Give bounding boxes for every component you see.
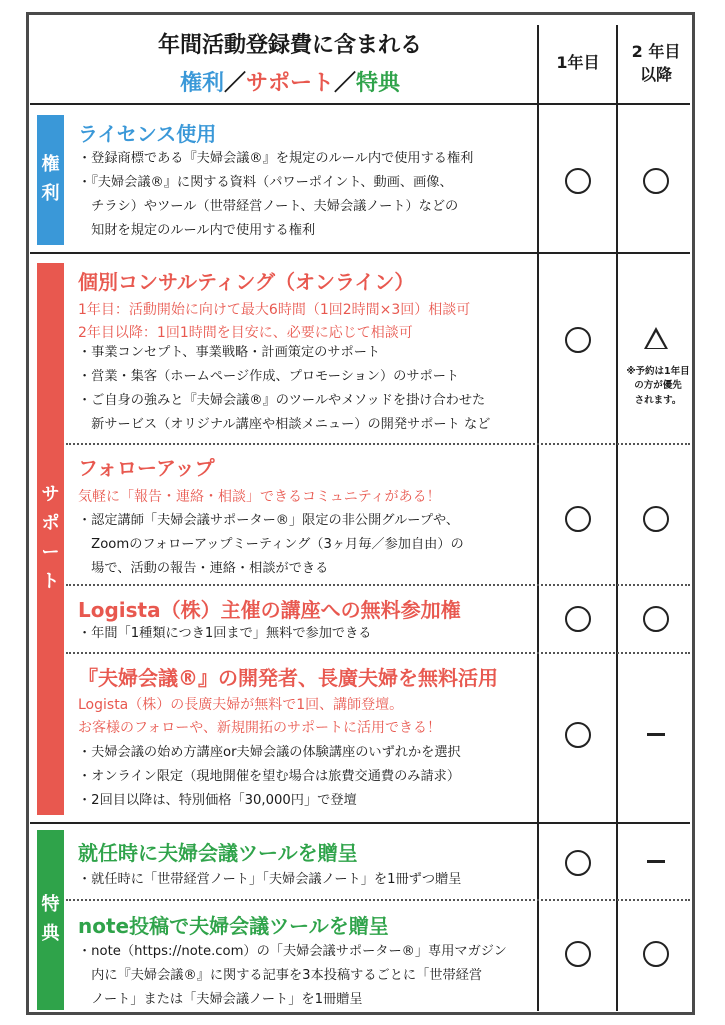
support-divider [30, 822, 690, 824]
header-divider [30, 103, 690, 105]
triangle-icon-inner [647, 332, 665, 348]
page-subtitle: 権利／サポート／特典 [179, 71, 401, 96]
consulting-bullet: ・事業コンセプト、事業戦略・計画策定のサポート [78, 345, 381, 360]
developer-red-line: お客様のフォローや、新規開拓のサポートに活用できる！ [78, 720, 442, 736]
circle-icon [565, 168, 591, 194]
developer-title: 『夫婦会議®』の開発者、長廣夫婦を無料活用 [78, 666, 498, 690]
category-rights: 権 利 [37, 115, 64, 245]
circle-icon [643, 168, 669, 194]
category-support: サ ポ ー ト [37, 263, 64, 815]
circle-icon [643, 606, 669, 632]
circle-icon [565, 606, 591, 632]
column-divider-2 [616, 25, 618, 1011]
follow-red-line: 気軽に「報告・連絡・相談」できるコミュニティがある！ [78, 489, 441, 505]
consulting-bullet: ・営業・集客（ホームページ作成、プロモーション）のサポート [78, 369, 460, 384]
follow-bullet: 場で、活動の報告・連絡・相談ができる [78, 561, 329, 576]
developer-bullet: ・夫婦会議の始め方講座or夫婦会議の体験講座のいずれかを選択 [78, 745, 461, 760]
row-divider [66, 899, 690, 901]
category-perks: 特 典 [37, 830, 64, 1010]
consulting-title: 個別コンサルティング（オンライン） [78, 270, 415, 294]
circle-icon [643, 506, 669, 532]
license-bullet: ・『夫婦会議®』に関する資料（パワーポイント、動画、画像、 [78, 175, 453, 190]
license-bullet: ・登録商標である『夫婦会議®』を規定のルール内で使用する権利 [78, 151, 474, 166]
circle-icon [565, 327, 591, 353]
developer-red-line: Logista（株）の長廣夫婦が無料で1回、講師登壇。 [78, 697, 404, 713]
dash-icon [647, 860, 665, 863]
license-bullet: 知財を規定のルール内で使用する権利 [78, 223, 316, 238]
page-title: 年間活動登録費に含まれる [157, 33, 422, 58]
follow-bullet: ・認定講師「夫婦会議サポーター®」限定の非公開グループや、 [78, 513, 460, 528]
developer-bullet: ・2回目以降は、特別価格「30,000円」で登壇 [78, 793, 357, 808]
developer-bullet: ・オンライン限定（現地開催を望む場合は旅費交通費のみ請求） [78, 769, 461, 784]
note-post-bullet: ・note（https://note.com）の「夫婦会議サポーター®」専用マガジン [78, 944, 507, 959]
row-divider [66, 443, 690, 445]
note-post-title: note投稿で夫婦会議ツールを贈呈 [78, 914, 389, 938]
circle-icon [565, 941, 591, 967]
row-divider [66, 584, 690, 586]
reservation-note: ※予約は1年目 の方が優先 されます。 [626, 366, 690, 406]
note-post-bullet: 内に『夫婦会議®』に関する記事を3本投稿するごとに「世帯経営 [78, 968, 483, 983]
circle-icon [565, 722, 591, 748]
column-header-year2: 2 年目 以降 [631, 42, 681, 85]
follow-title: フォローアップ [78, 456, 215, 480]
tools-title: 就任時に夫婦会議ツールを贈呈 [78, 841, 358, 865]
rights-divider [30, 252, 690, 254]
follow-bullet: Zoomのフォローアップミーティング（3ヶ月毎／参加自由）の [78, 537, 464, 552]
column-divider-1 [537, 25, 539, 1011]
logista-bullet: ・年間「1種類につき1回まで」無料で参加できる [78, 626, 372, 641]
column-header-year1: 1年目 [556, 53, 600, 72]
row-divider [66, 652, 690, 654]
logista-title: Logista（株）主催の講座への無料参加権 [78, 598, 461, 622]
tools-bullet: ・就任時に「世帯経営ノート」「夫婦会議ノート」を1冊ずつ贈呈 [78, 872, 462, 887]
consulting-bullet: ・ご自身の強みと『夫婦会議®』のツールやメソッドを掛け合わせた [78, 393, 486, 408]
circle-icon [565, 506, 591, 532]
circle-icon [643, 941, 669, 967]
dash-icon [647, 733, 665, 736]
license-title: ライセンス使用 [78, 122, 217, 146]
circle-icon [565, 850, 591, 876]
consulting-red-line: 2年目以降：1回1時間を目安に、必要に応じて相談可 [78, 325, 413, 341]
note-post-bullet: ノート」または「夫婦会議ノート」を1冊贈呈 [78, 992, 363, 1007]
license-bullet: チラシ）やツール（世帯経営ノート、夫婦会議ノート）などの [78, 199, 459, 214]
consulting-red-line: 1年目：活動開始に向けて最大6時間（1回2時間×3回）相談可 [78, 302, 471, 318]
consulting-bullet: 新サービス（オリジナル講座や相談メニュー）の開発サポート など [78, 417, 491, 432]
